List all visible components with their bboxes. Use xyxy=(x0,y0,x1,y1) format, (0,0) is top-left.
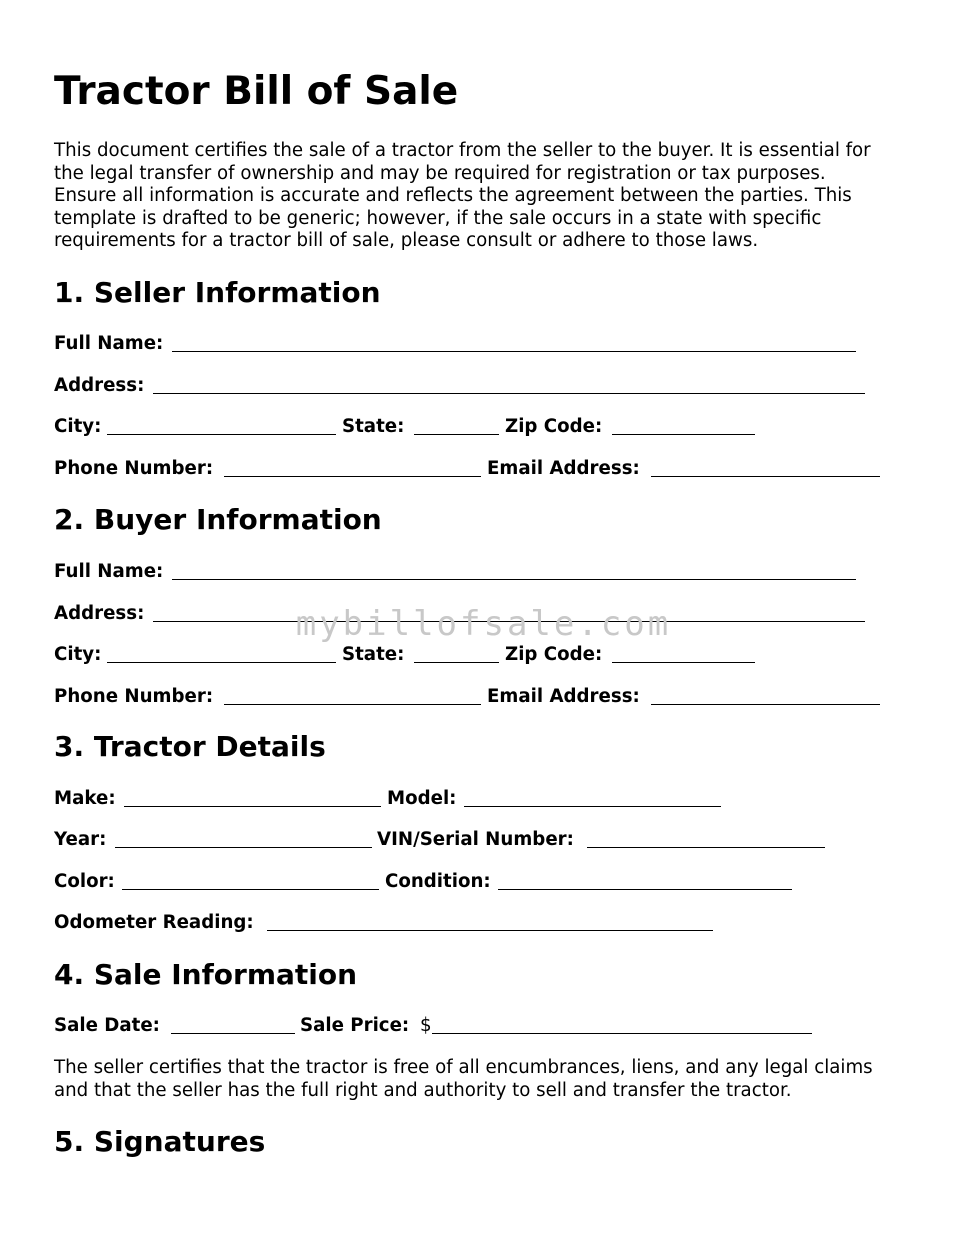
tractor-vin-label: VIN/Serial Number: xyxy=(377,829,574,850)
sale-price-field[interactable] xyxy=(432,1033,812,1034)
buyer-city-field[interactable] xyxy=(107,662,336,663)
seller-full-name-field[interactable] xyxy=(172,351,856,352)
buyer-state-label: State: xyxy=(342,644,405,665)
buyer-phone-field[interactable] xyxy=(224,704,481,705)
intro-paragraph xyxy=(54,140,924,253)
tractor-color-field[interactable] xyxy=(122,889,379,890)
intro-line: the legal transfer of ownership and may be required for registration or tax purposes. xyxy=(54,162,826,184)
buyer-email-label: Email Address: xyxy=(487,686,640,707)
seller-phone-label: Phone Number: xyxy=(54,458,214,479)
buyer-address-label: Address: xyxy=(54,603,145,624)
tractor-condition-field[interactable] xyxy=(498,889,792,890)
seller-full-name-label: Full Name: xyxy=(54,333,164,354)
sale-section-heading: 4. Sale Information xyxy=(54,958,358,991)
seller-state-field[interactable] xyxy=(414,434,499,435)
sale-price-label: Sale Price: xyxy=(300,1015,410,1036)
buyer-section-heading: 2. Buyer Information xyxy=(54,503,382,536)
currency-symbol: $ xyxy=(420,1015,432,1036)
seller-address-field[interactable] xyxy=(153,393,865,394)
sale-date-field[interactable] xyxy=(171,1033,295,1034)
buyer-full-name-label: Full Name: xyxy=(54,561,164,582)
buyer-zip-field[interactable] xyxy=(612,662,755,663)
tractor-year-field[interactable] xyxy=(115,847,372,848)
sale-date-label: Sale Date: xyxy=(54,1015,160,1036)
buyer-full-name-field[interactable] xyxy=(172,579,856,580)
buyer-state-field[interactable] xyxy=(414,662,499,663)
intro-line: requirements for a tractor bill of sale, please consult or adhere to those laws. xyxy=(54,230,759,252)
tractor-odometer-label: Odometer Reading: xyxy=(54,912,254,933)
buyer-phone-label: Phone Number: xyxy=(54,686,214,707)
signatures-section-heading: 5. Signatures xyxy=(54,1125,266,1158)
tractor-color-label: Color: xyxy=(54,871,115,892)
buyer-zip-label: Zip Code: xyxy=(505,644,603,665)
intro-line: This document certifies the sale of a tractor from the seller to the buyer. It is essential for xyxy=(54,140,871,161)
seller-zip-field[interactable] xyxy=(612,434,755,435)
certification-line: The seller certifies that the tractor is free of all encumbrances, liens, and any legal claims xyxy=(54,1057,873,1078)
seller-state-label: State: xyxy=(342,416,405,437)
tractor-model-field[interactable] xyxy=(464,806,721,807)
seller-phone-field[interactable] xyxy=(224,476,481,477)
intro-line: Ensure all information is accurate and reflects the agreement between the parties. This xyxy=(54,185,852,207)
buyer-city-label: City: xyxy=(54,644,102,665)
seller-email-field[interactable] xyxy=(651,476,880,477)
buyer-address-field[interactable] xyxy=(153,621,865,622)
tractor-make-label: Make: xyxy=(54,788,116,809)
buyer-email-field[interactable] xyxy=(651,704,880,705)
seller-certification-paragraph xyxy=(54,1057,924,1102)
tractor-odometer-field[interactable] xyxy=(267,930,713,931)
tractor-vin-field[interactable] xyxy=(587,847,825,848)
certification-line: and that the seller has the full right and authority to sell and transfer the tractor. xyxy=(54,1079,792,1101)
tractor-model-label: Model: xyxy=(387,788,457,809)
tractor-year-label: Year: xyxy=(54,829,107,850)
tractor-condition-label: Condition: xyxy=(385,871,491,892)
tractor-section-heading: 3. Tractor Details xyxy=(54,730,326,763)
seller-email-label: Email Address: xyxy=(487,458,640,479)
seller-section-heading: 1. Seller Information xyxy=(54,276,381,309)
seller-city-label: City: xyxy=(54,416,102,437)
intro-line: template is drafted to be generic; however, if the sale occurs in a state with specific xyxy=(54,207,822,229)
seller-address-label: Address: xyxy=(54,375,145,396)
seller-zip-label: Zip Code: xyxy=(505,416,603,437)
seller-city-field[interactable] xyxy=(107,434,336,435)
tractor-make-field[interactable] xyxy=(124,806,381,807)
watermark-text: mybillofsale.com xyxy=(295,604,672,644)
document-title: Tractor Bill of Sale xyxy=(54,69,459,114)
